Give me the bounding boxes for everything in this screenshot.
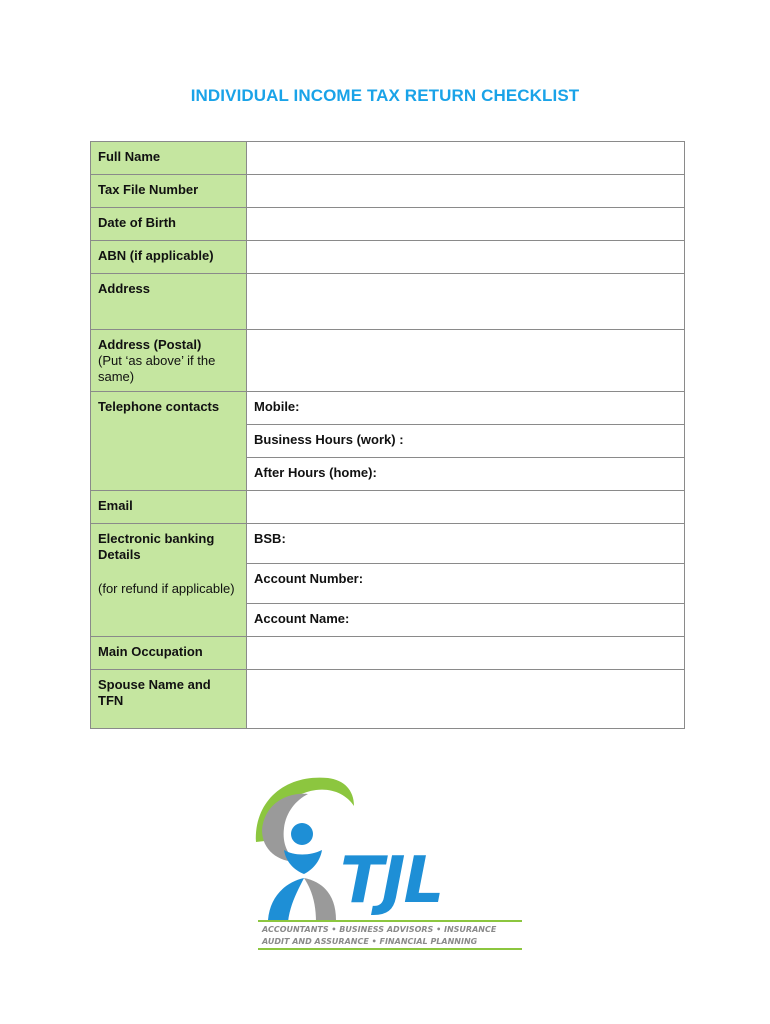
spouse-label: Spouse Name and TFN [91,670,247,729]
date-of-birth-label: Date of Birth [91,208,247,241]
table-row [91,491,685,524]
main-occupation-label: Main Occupation [91,637,247,670]
table-row [91,392,685,425]
table-row [91,208,685,241]
spouse-field[interactable] [247,670,685,729]
table-row [91,637,685,670]
logo-rule-bottom [258,948,522,950]
after-hours-field[interactable]: After Hours (home): [247,458,685,491]
full-name-field[interactable] [247,142,685,175]
banking-title: Electronic banking Details [98,531,215,562]
address-postal-field[interactable] [247,330,685,392]
account-number-field[interactable]: Account Number: [247,564,685,604]
logo-figure-body [284,850,322,874]
checklist-table [90,141,685,729]
table-row [91,241,685,274]
address-field[interactable] [247,274,685,330]
table-row [91,274,685,330]
account-name-field[interactable]: Account Name: [247,604,685,637]
email-field[interactable] [247,491,685,524]
table-row [91,175,685,208]
table-row [91,142,685,175]
full-name-label: Full Name [91,142,247,175]
banking-label [91,524,247,637]
email-label: Email [91,491,247,524]
logo-tagline-2: AUDIT AND ASSURANCE • FINANCIAL PLANNING [262,937,478,946]
address-postal-note: (Put ‘as above’ if the same) [98,353,216,384]
bsb-field[interactable]: BSB: [247,524,685,564]
address-label: Address [91,274,247,330]
logo-tagline-1: ACCOUNTANTS • BUSINESS ADVISORS • INSURANCE [262,925,497,934]
table-row [91,330,685,392]
business-hours-field[interactable]: Business Hours (work) : [247,425,685,458]
tax-file-number-label: Tax File Number [91,175,247,208]
tax-file-number-field[interactable] [247,175,685,208]
tjl-logo [236,770,532,952]
logo-rule-top [258,920,522,922]
telephone-label: Telephone contacts [91,392,247,491]
logo-wordmark: TJL [340,844,443,918]
abn-label: ABN (if applicable) [91,241,247,274]
banking-note: (for refund if applicable) [98,581,235,596]
logo-figure-leg-blue [268,878,304,922]
date-of-birth-field[interactable] [247,208,685,241]
address-postal-label [91,330,247,392]
main-occupation-field[interactable] [247,637,685,670]
table-row [91,670,685,729]
address-postal-title: Address (Postal) [98,337,202,352]
table-row [91,524,685,564]
page-title: INDIVIDUAL INCOME TAX RETURN CHECKLIST [190,86,580,105]
abn-field[interactable] [247,241,685,274]
logo-figure-leg-gray [304,878,336,922]
logo-figure-head [291,823,313,845]
mobile-field[interactable]: Mobile: [247,392,685,425]
